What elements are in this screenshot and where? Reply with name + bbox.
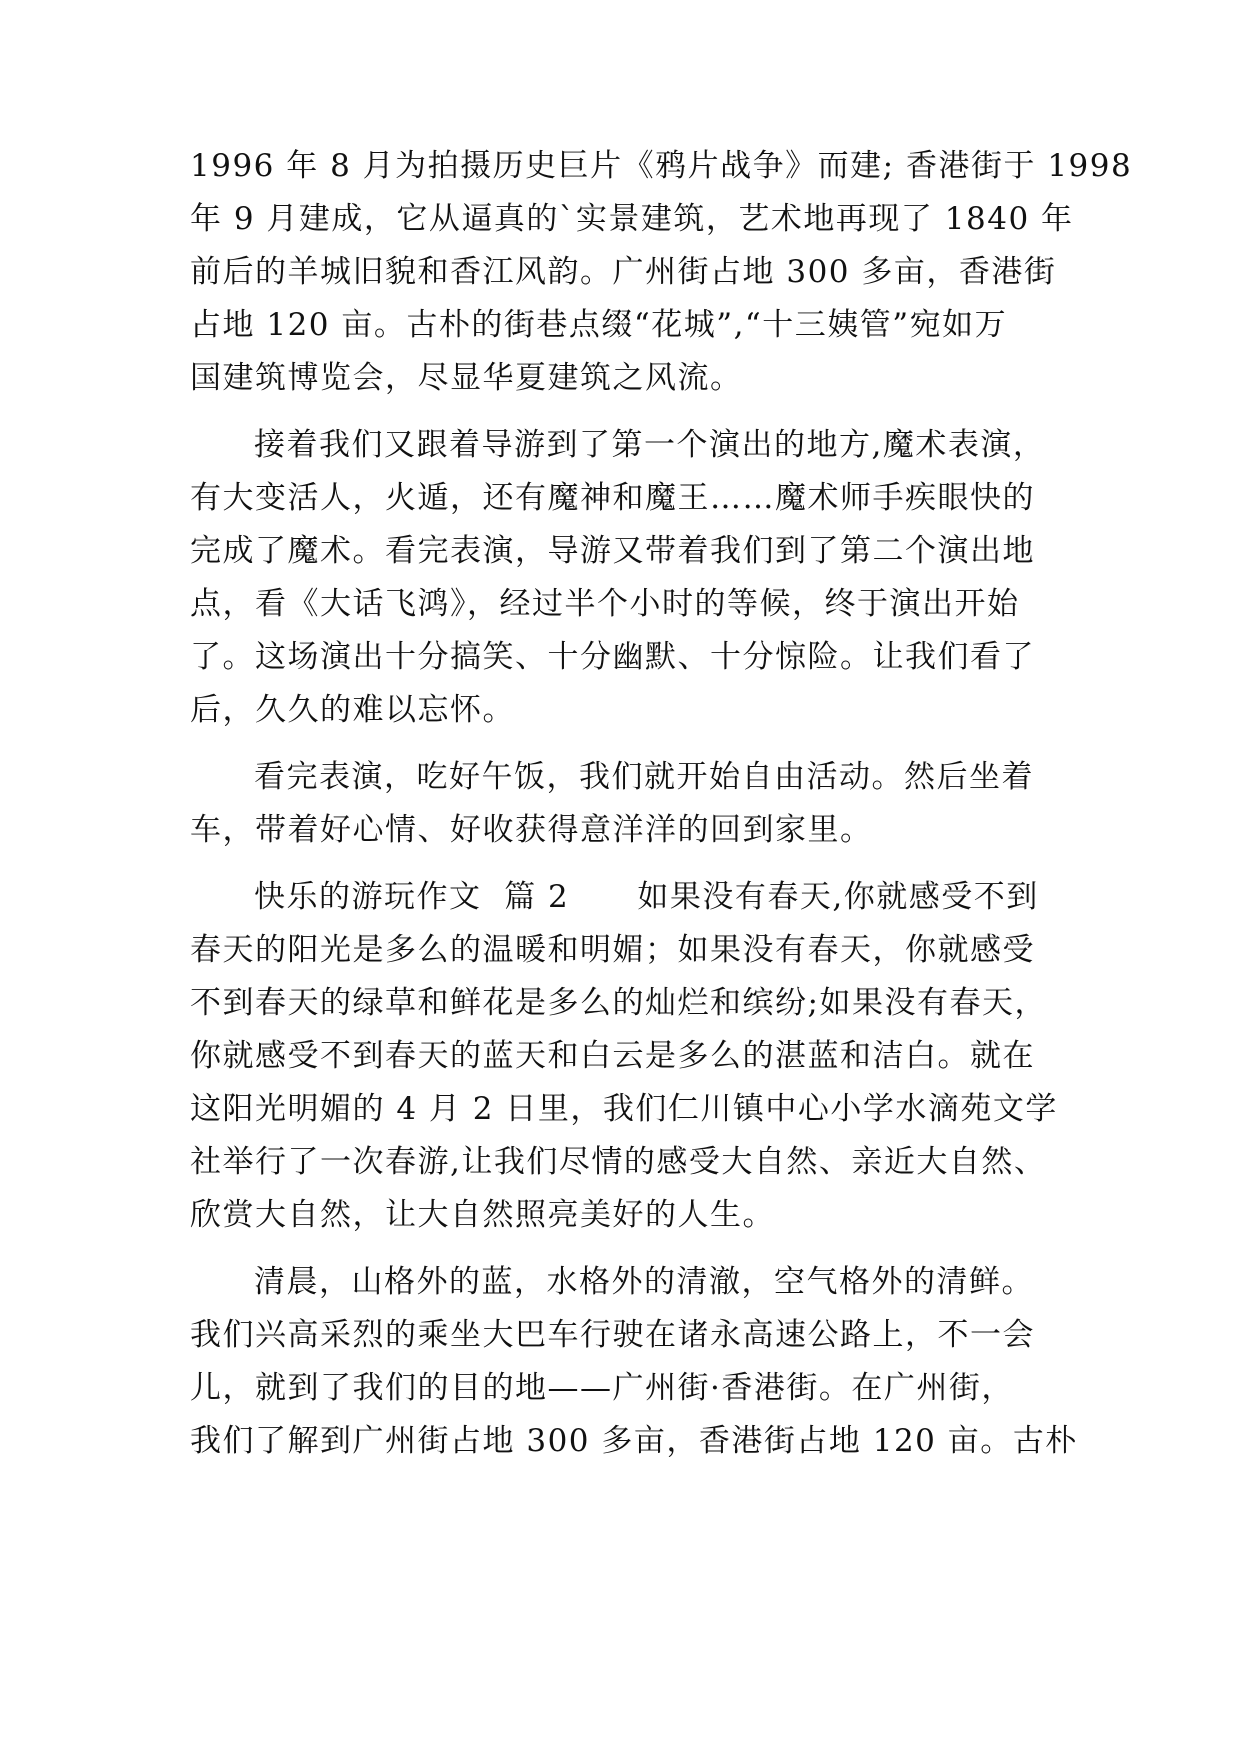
text-line: 年 9 月建成，它从逼真的`实景建筑，艺术地再现了 1840 年 <box>190 201 1074 237</box>
text-line: 车，带着好心情、好收获得意洋洋的回到家里。 <box>190 812 873 848</box>
text-line: 1996 年 8 月为拍摄历史巨片《鸦片战争》而建; 香港街于 1998 <box>190 148 1133 184</box>
text-line: 不到春天的绿草和鲜花是多么的灿烂和缤纷;如果没有春天， <box>190 985 1047 1021</box>
text-line: 占地 120 亩。古朴的街巷点缀“花城”,“十三姨管”宛如万 <box>190 307 1008 343</box>
text-line: 看完表演，吃好午饭，我们就开始自由活动。然后坐着 <box>254 759 1034 795</box>
text-line: 清晨，山格外的蓝，水格外的清澈，空气格外的清鲜。 <box>254 1264 1034 1300</box>
text-line: 这阳光明媚的 4 月 2 日里，我们仁川镇中心小学水滴苑文学 <box>190 1091 1058 1127</box>
text-line: 国建筑博览会，尽显华夏建筑之风流。 <box>190 360 743 396</box>
text-line: 儿，就到了我们的目的地——广州街·香港街。在广州街， <box>190 1370 1014 1406</box>
text-line: 了。这场演出十分搞笑、十分幽默、十分惊险。让我们看了 <box>190 639 1035 675</box>
text-line: 有大变活人，火遁，还有魔神和魔王……魔术师手疾眼快的 <box>190 480 1035 516</box>
text-line: 快乐的游玩作文 篇 2 如果没有春天,你就感受不到 <box>254 879 1039 915</box>
text-line: 前后的羊城旧貌和香江风韵。广州街占地 300 多亩，香港街 <box>190 254 1057 290</box>
text-line: 你就感受不到春天的蓝天和白云是多么的湛蓝和洁白。就在 <box>190 1038 1035 1074</box>
text-line: 我们兴高采烈的乘坐大巴车行驶在诸永高速公路上，不一会 <box>190 1317 1035 1353</box>
text-line: 我们了解到广州街占地 300 多亩，香港街占地 120 亩。古朴 <box>190 1423 1078 1459</box>
text-line: 接着我们又跟着导游到了第一个演出的地方,魔术表演， <box>254 427 1046 463</box>
text-line: 欣赏大自然，让大自然照亮美好的人生。 <box>190 1197 775 1233</box>
text-line: 后，久久的难以忘怀。 <box>190 692 515 728</box>
text-line: 春天的阳光是多么的温暖和明媚；如果没有春天，你就感受 <box>190 932 1035 968</box>
text-line: 完成了魔术。看完表演，导游又带着我们到了第二个演出地 <box>190 533 1035 569</box>
text-line: 社举行了一次春游,让我们尽情的感受大自然、亲近大自然、 <box>190 1144 1047 1180</box>
text-line: 点，看《大话飞鸿》，经过半个小时的等候，终于演出开始 <box>190 586 1020 622</box>
